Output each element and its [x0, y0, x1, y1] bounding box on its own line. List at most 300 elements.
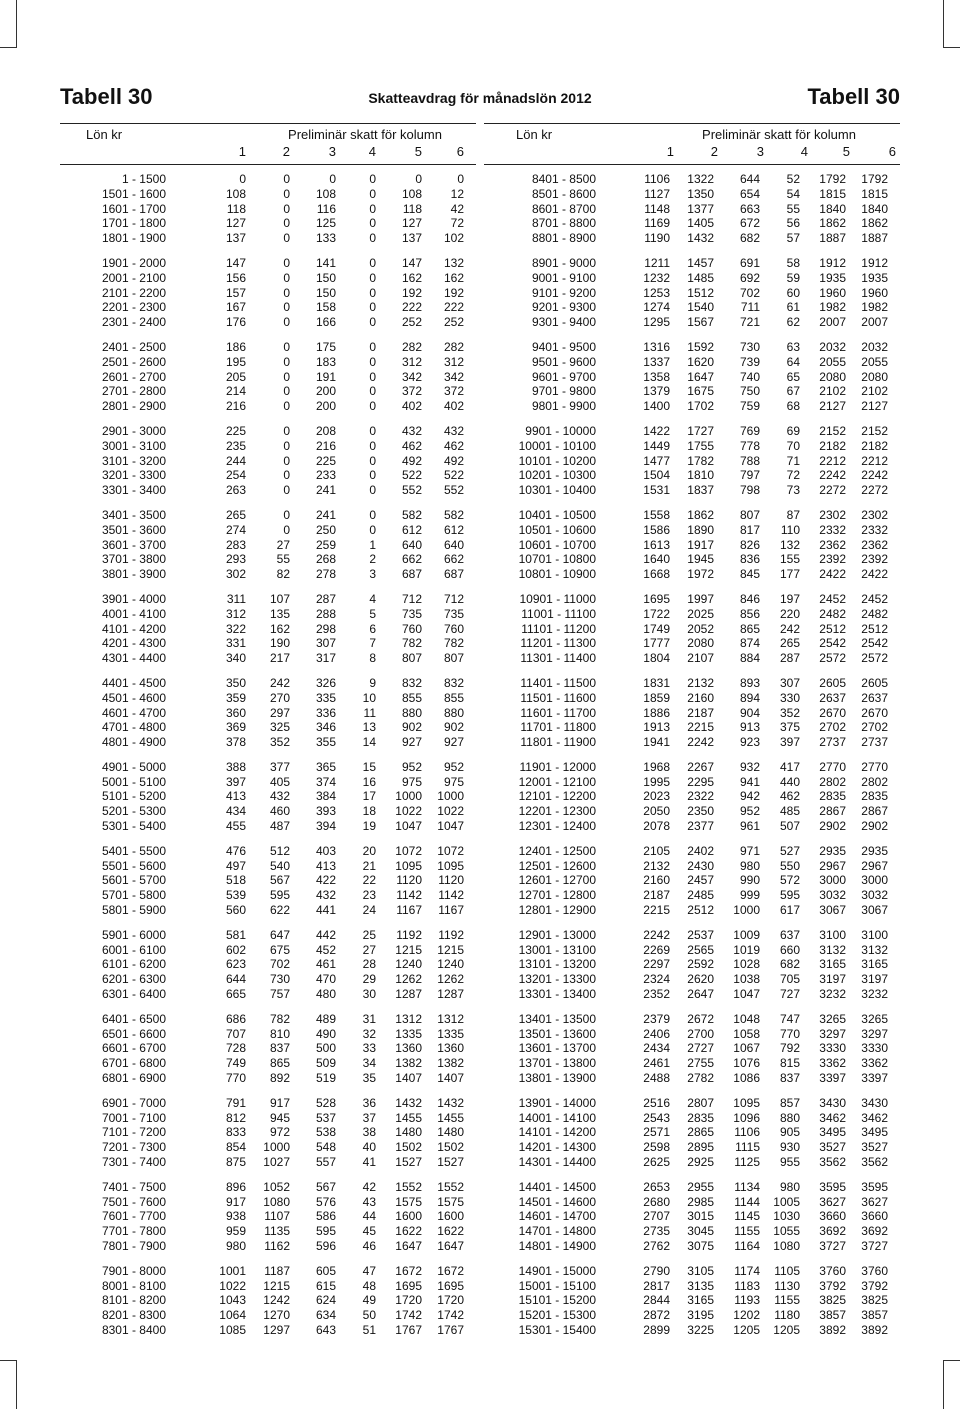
- tax-col-6: 2572: [861, 651, 888, 666]
- tax-col-1: 397: [225, 774, 246, 789]
- income-range: 3001 - 3100: [101, 438, 166, 453]
- tax-col-6: 1982: [861, 300, 888, 315]
- tax-col-5: 282: [401, 339, 422, 354]
- row-group: [484, 508, 900, 582]
- row-group: [484, 928, 900, 1002]
- table-row: [484, 676, 900, 691]
- income-range: 5001 - 5100: [101, 774, 166, 789]
- tax-col-5: 108: [401, 186, 422, 201]
- tax-col-5: 2835: [819, 789, 846, 804]
- table-row: [60, 1195, 476, 1210]
- tax-col-2: 917: [269, 1095, 290, 1110]
- tax-col-2: 0: [283, 522, 290, 537]
- tax-col-4: 0: [369, 186, 376, 201]
- tax-col-1: 369: [225, 720, 246, 735]
- table-row: [60, 340, 476, 355]
- tax-col-1: 2215: [643, 903, 670, 918]
- income-range: 14001 - 14100: [518, 1110, 596, 1125]
- tax-col-2: 2925: [687, 1155, 714, 1170]
- income-range: 15101 - 15200: [518, 1293, 596, 1308]
- tax-col-4: 9: [369, 675, 376, 690]
- tax-col-5: 3132: [819, 942, 846, 957]
- row-group: [60, 172, 476, 246]
- tax-col-6: 1695: [437, 1278, 464, 1293]
- table-row: [484, 844, 900, 859]
- tax-col-6: 3825: [861, 1293, 888, 1308]
- tax-col-2: 837: [269, 1041, 290, 1056]
- tax-col-3: 278: [315, 567, 336, 582]
- tax-col-2: 3165: [687, 1293, 714, 1308]
- tax-col-2: 2672: [687, 1011, 714, 1026]
- tax-col-2: 892: [269, 1071, 290, 1086]
- tax-col-2: 810: [269, 1026, 290, 1041]
- income-range: 6501 - 6600: [101, 1026, 166, 1041]
- tax-col-6: 832: [443, 675, 464, 690]
- tax-col-5: 3100: [819, 927, 846, 942]
- income-range: 5901 - 6000: [101, 927, 166, 942]
- tax-col-6: 3727: [861, 1239, 888, 1253]
- income-range: 7001 - 7100: [101, 1110, 166, 1125]
- tax-col-2: 2080: [687, 636, 714, 651]
- tax-col-6: 1552: [437, 1179, 464, 1194]
- tax-col-3: 971: [739, 843, 760, 858]
- tax-col-1: 2132: [643, 858, 670, 873]
- tax-col-1: 1913: [643, 720, 670, 735]
- table-row: [484, 1293, 900, 1308]
- tax-col-3: 1115: [735, 1140, 760, 1155]
- row-group: [60, 844, 476, 918]
- income-range: 2001 - 2100: [101, 270, 166, 285]
- tax-col-5: 462: [401, 438, 422, 453]
- tax-col-5: 2802: [819, 774, 846, 789]
- income-range: 7201 - 7300: [101, 1140, 166, 1155]
- tax-col-5: 1960: [819, 285, 846, 300]
- tax-col-5: 2605: [819, 675, 846, 690]
- tax-col-1: 959: [225, 1224, 246, 1239]
- tax-col-6: 2392: [861, 552, 888, 567]
- tax-col-6: 102: [443, 231, 464, 246]
- tax-col-5: 3265: [819, 1011, 846, 1026]
- tax-col-6: 3100: [861, 927, 888, 942]
- tax-col-5: 1312: [395, 1011, 422, 1026]
- tax-col-4: 837: [779, 1071, 800, 1086]
- tax-col-3: 596: [315, 1239, 336, 1253]
- income-range: 8101 - 8200: [101, 1293, 166, 1308]
- tax-col-6: 1312: [437, 1011, 464, 1026]
- tax-col-3: 191: [315, 369, 336, 384]
- tax-col-3: 692: [739, 270, 760, 285]
- tax-col-3: 913: [739, 720, 760, 735]
- tax-col-4: 35: [362, 1071, 376, 1086]
- tax-col-4: 25: [362, 927, 376, 942]
- tax-col-4: 24: [362, 903, 376, 918]
- row-group: [484, 424, 900, 498]
- table-row: [60, 972, 476, 987]
- tax-col-3: 298: [315, 621, 336, 636]
- table-row: [484, 567, 900, 582]
- tax-col-6: 3232: [861, 987, 888, 1002]
- tax-col-6: 342: [443, 369, 464, 384]
- tax-col-2: 1432: [687, 231, 714, 246]
- tax-col-1: 602: [225, 942, 246, 957]
- tax-col-3: 287: [315, 591, 336, 606]
- tax-col-5: 2967: [819, 858, 846, 873]
- tax-col-5: 1407: [395, 1071, 422, 1086]
- tax-col-5: 1647: [395, 1239, 422, 1253]
- left-tax-table: [60, 123, 476, 1338]
- tax-col-4: 42: [362, 1179, 376, 1194]
- table-row: [60, 706, 476, 721]
- income-range: 2101 - 2200: [101, 285, 166, 300]
- tax-col-1: 728: [225, 1041, 246, 1056]
- tax-col-6: 1000: [437, 789, 464, 804]
- income-range: 8501 - 8600: [531, 186, 596, 201]
- tax-col-1: 331: [225, 636, 246, 651]
- tax-col-1: 1085: [219, 1322, 246, 1337]
- tax-col-5: 1480: [395, 1125, 422, 1140]
- income-range: 6801 - 6900: [101, 1071, 166, 1086]
- tax-col-3: 141: [315, 255, 336, 270]
- tax-col-5: 2702: [819, 720, 846, 735]
- tax-col-1: 1831: [643, 675, 670, 690]
- tax-col-1: 1777: [643, 636, 670, 651]
- tax-col-1: 186: [225, 339, 246, 354]
- income-range: 12201 - 12300: [518, 804, 596, 819]
- tax-col-5: 2152: [819, 423, 846, 438]
- tax-col-5: 1382: [395, 1056, 422, 1071]
- table-row: [484, 216, 900, 231]
- tax-col-2: 0: [283, 423, 290, 438]
- tax-col-2: 0: [283, 468, 290, 483]
- table-row: [60, 384, 476, 399]
- table-row: [60, 1323, 476, 1338]
- tax-col-6: 3165: [861, 957, 888, 972]
- tax-col-1: 2543: [643, 1110, 670, 1125]
- tax-col-6: 2542: [861, 636, 888, 651]
- income-range: 14501 - 14600: [518, 1194, 596, 1209]
- tax-col-6: 552: [443, 483, 464, 498]
- table-row: [60, 1012, 476, 1027]
- tax-col-1: 176: [225, 315, 246, 330]
- tax-col-5: 2637: [819, 690, 846, 705]
- tax-col-3: 999: [739, 888, 760, 903]
- tax-col-5: 3000: [819, 873, 846, 888]
- tax-col-2: 2187: [687, 705, 714, 720]
- tax-col-6: 1720: [437, 1293, 464, 1308]
- row-group: [60, 676, 476, 750]
- tax-col-2: 865: [269, 1056, 290, 1071]
- table-row: [60, 903, 476, 918]
- tax-col-4: 51: [362, 1322, 376, 1337]
- tax-col-6: 1742: [437, 1308, 464, 1323]
- table-row: [484, 1027, 900, 1042]
- tax-col-2: 2107: [687, 651, 714, 666]
- tax-col-1: 917: [225, 1194, 246, 1209]
- tax-col-2: 757: [269, 987, 290, 1002]
- tax-col-4: 792: [779, 1041, 800, 1056]
- income-range: 15001 - 15100: [518, 1278, 596, 1293]
- table-row: [484, 928, 900, 943]
- income-range: 8001 - 8100: [101, 1278, 166, 1293]
- tax-col-6: 312: [443, 354, 464, 369]
- tax-col-4: 0: [369, 483, 376, 498]
- tax-col-4: 57: [786, 231, 800, 246]
- income-range: 11201 - 11300: [520, 636, 596, 651]
- tax-col-1: 1668: [643, 567, 670, 582]
- tax-col-5: 162: [401, 270, 422, 285]
- tax-col-5: 118: [402, 201, 422, 216]
- table-row: [484, 607, 900, 622]
- tax-col-3: 1202: [733, 1308, 760, 1323]
- tax-col-2: 1377: [687, 201, 714, 216]
- tax-col-1: 2872: [643, 1308, 670, 1323]
- tax-col-6: 1022: [437, 804, 464, 819]
- tax-col-1: 2242: [643, 927, 670, 942]
- table-row: [60, 928, 476, 943]
- income-range: 13801 - 13900: [518, 1071, 596, 1086]
- tax-col-6: 2702: [861, 720, 888, 735]
- tax-col-2: 3195: [687, 1308, 714, 1323]
- tax-col-2: 540: [269, 858, 290, 873]
- tax-col-1: 539: [225, 888, 246, 903]
- income-range: 3301 - 3400: [101, 483, 166, 498]
- income-range: 5701 - 5800: [101, 888, 166, 903]
- income-range: 7601 - 7700: [101, 1209, 166, 1224]
- tax-col-2: 297: [269, 705, 290, 720]
- tax-col-1: 518: [225, 873, 246, 888]
- table-row: [484, 1239, 900, 1254]
- tax-col-5: 2212: [819, 453, 846, 468]
- tax-col-5: 760: [401, 621, 422, 636]
- tax-col-3: 1183: [734, 1278, 760, 1293]
- tax-col-6: 2802: [861, 774, 888, 789]
- tax-col-2: 1162: [264, 1239, 290, 1253]
- table-row: [484, 439, 900, 454]
- tax-col-1: 2625: [643, 1155, 670, 1170]
- tax-col-1: 244: [225, 453, 246, 468]
- table-row: [60, 691, 476, 706]
- tax-col-4: 242: [779, 621, 800, 636]
- tax-col-1: 350: [225, 675, 246, 690]
- tax-col-6: 1215: [437, 942, 464, 957]
- tax-col-5: 432: [401, 423, 422, 438]
- tax-col-5: 1840: [819, 201, 846, 216]
- table-row: [60, 676, 476, 691]
- income-range: 9701 - 9800: [531, 384, 596, 399]
- tax-col-4: 507: [779, 819, 800, 834]
- tax-col-5: 2362: [819, 537, 846, 552]
- tax-col-3: 452: [315, 942, 336, 957]
- tax-col-1: 2269: [643, 942, 670, 957]
- tax-col-4: 32: [362, 1026, 376, 1041]
- tax-col-5: 1887: [819, 231, 846, 246]
- tax-col-4: 155: [779, 552, 800, 567]
- row-group: [60, 508, 476, 582]
- table-row: [484, 231, 900, 246]
- tax-col-2: 1755: [687, 438, 714, 453]
- table-title-left: Tabell 30: [60, 84, 153, 109]
- tax-col-5: 662: [401, 552, 422, 567]
- tax-col-6: 2182: [861, 438, 888, 453]
- tax-col-3: 489: [315, 1011, 336, 1026]
- tax-col-3: 125: [315, 216, 336, 231]
- income-range: 2801 - 2900: [101, 399, 166, 414]
- table-row: [60, 622, 476, 637]
- tax-col-4: 69: [786, 423, 800, 438]
- tax-col-4: 0: [369, 339, 376, 354]
- tax-col-5: 1862: [819, 216, 846, 231]
- tax-col-6: 1240: [437, 957, 464, 972]
- tax-col-4: 352: [779, 705, 800, 720]
- table-row: [60, 720, 476, 735]
- tax-col-2: 55: [276, 552, 290, 567]
- table-row: [60, 1140, 476, 1155]
- table-row: [60, 1155, 476, 1170]
- table-row: [60, 1293, 476, 1308]
- tax-col-3: 1155: [734, 1224, 760, 1239]
- tax-col-1: 235: [225, 438, 246, 453]
- tax-col-2: 460: [269, 804, 290, 819]
- tax-col-4: 0: [369, 522, 376, 537]
- tax-col-4: 485: [779, 804, 800, 819]
- tax-col-6: 582: [443, 507, 464, 522]
- table-row: [484, 1041, 900, 1056]
- crop-mark: [943, 1360, 944, 1409]
- tax-col-3: 797: [739, 468, 760, 483]
- table-row: [60, 216, 476, 231]
- tax-col-6: 1887: [861, 231, 888, 246]
- income-range: 3101 - 3200: [101, 453, 166, 468]
- income-range: 10001 - 10100: [518, 438, 596, 453]
- table-row: [484, 1096, 900, 1111]
- tax-col-4: 770: [779, 1026, 800, 1041]
- table-row: [484, 300, 900, 315]
- tax-col-5: 3760: [819, 1263, 846, 1278]
- tax-col-1: 1337: [643, 354, 670, 369]
- tax-col-2: 702: [269, 957, 290, 972]
- column-number: 4: [368, 144, 376, 159]
- table-row: [60, 1224, 476, 1239]
- tax-col-4: 6: [369, 621, 376, 636]
- tax-col-1: 216: [225, 399, 246, 414]
- income-range: 6301 - 6400: [101, 987, 166, 1002]
- tax-col-3: 740: [739, 369, 760, 384]
- tax-col-3: 769: [739, 423, 760, 438]
- table-row: [484, 315, 900, 330]
- tax-col-5: 2127: [819, 399, 846, 414]
- tax-col-5: 1360: [395, 1041, 422, 1056]
- tax-col-6: 2967: [861, 858, 888, 873]
- tax-col-3: 374: [315, 774, 336, 789]
- tax-col-6: 1167: [438, 903, 464, 918]
- row-group: [60, 760, 476, 834]
- tax-col-1: 340: [225, 651, 246, 666]
- tax-col-6: 2482: [861, 606, 888, 621]
- table-row: [60, 1027, 476, 1042]
- tax-col-3: 691: [739, 255, 760, 270]
- tax-col-1: 1449: [643, 438, 670, 453]
- tax-col-1: 108: [225, 186, 246, 201]
- row-group: [60, 1096, 476, 1170]
- tax-col-5: 687: [401, 567, 422, 582]
- income-range: 5401 - 5500: [101, 843, 166, 858]
- tax-col-2: 3045: [687, 1224, 714, 1239]
- tax-col-3: 326: [315, 675, 336, 690]
- tax-col-4: 15: [362, 759, 376, 774]
- tax-col-6: 1672: [437, 1263, 464, 1278]
- tax-col-4: 64: [786, 354, 800, 369]
- tax-col-6: 3430: [861, 1095, 888, 1110]
- table-row: [484, 286, 900, 301]
- tax-col-1: 254: [225, 468, 246, 483]
- tax-col-3: 894: [739, 690, 760, 705]
- tax-col-1: 476: [225, 843, 246, 858]
- table-row: [484, 1012, 900, 1027]
- tax-col-4: 30: [362, 987, 376, 1002]
- tax-col-3: 932: [739, 759, 760, 774]
- table-row: [484, 775, 900, 790]
- tax-col-6: 3397: [861, 1071, 888, 1086]
- tax-col-1: 434: [225, 804, 246, 819]
- tax-col-5: 312: [401, 354, 422, 369]
- row-group: [484, 1096, 900, 1170]
- tax-col-3: 624: [315, 1293, 336, 1308]
- tax-col-4: 61: [786, 300, 800, 315]
- tax-col-6: 2637: [861, 690, 888, 705]
- tax-col-1: 388: [225, 759, 246, 774]
- tax-col-3: 413: [315, 858, 336, 873]
- tax-col-6: 687: [443, 567, 464, 582]
- tax-col-2: 512: [269, 843, 290, 858]
- tax-col-1: 157: [225, 285, 246, 300]
- tax-col-2: 1512: [687, 285, 714, 300]
- tax-col-3: 537: [315, 1110, 336, 1125]
- income-range: 5201 - 5300: [101, 804, 166, 819]
- tax-col-1: 2050: [643, 804, 670, 819]
- table-row: [484, 384, 900, 399]
- tax-col-6: 1527: [437, 1155, 464, 1170]
- tax-col-4: 572: [779, 873, 800, 888]
- table-row: [60, 1279, 476, 1294]
- tax-col-4: 23: [362, 888, 376, 903]
- tax-col-1: 455: [225, 819, 246, 834]
- tax-col-6: 3892: [861, 1322, 888, 1337]
- crop-mark: [16, 0, 17, 48]
- column-number: 1: [666, 144, 674, 159]
- income-range: 11801 - 11900: [520, 735, 596, 750]
- tax-col-3: 461: [315, 957, 336, 972]
- tax-col-3: 941: [739, 774, 760, 789]
- tax-col-4: 1205: [773, 1322, 800, 1337]
- tax-col-5: 3495: [819, 1125, 846, 1140]
- row-group: [484, 1012, 900, 1086]
- tax-col-6: 3760: [861, 1263, 888, 1278]
- row-group: [60, 256, 476, 330]
- table-row: [60, 735, 476, 750]
- tax-col-3: 672: [739, 216, 760, 231]
- tax-col-4: 7: [369, 636, 376, 651]
- tax-col-3: 1048: [733, 1011, 760, 1026]
- right-tax-table: [484, 123, 900, 1338]
- tax-col-1: 2105: [643, 843, 670, 858]
- column-number: 5: [842, 144, 850, 159]
- tax-col-6: 3297: [861, 1026, 888, 1041]
- tax-col-2: 2132: [687, 675, 714, 690]
- tax-col-2: 2647: [687, 987, 714, 1002]
- tax-col-2: 2807: [687, 1095, 714, 1110]
- tax-col-4: 43: [362, 1194, 376, 1209]
- tax-col-4: 70: [786, 438, 800, 453]
